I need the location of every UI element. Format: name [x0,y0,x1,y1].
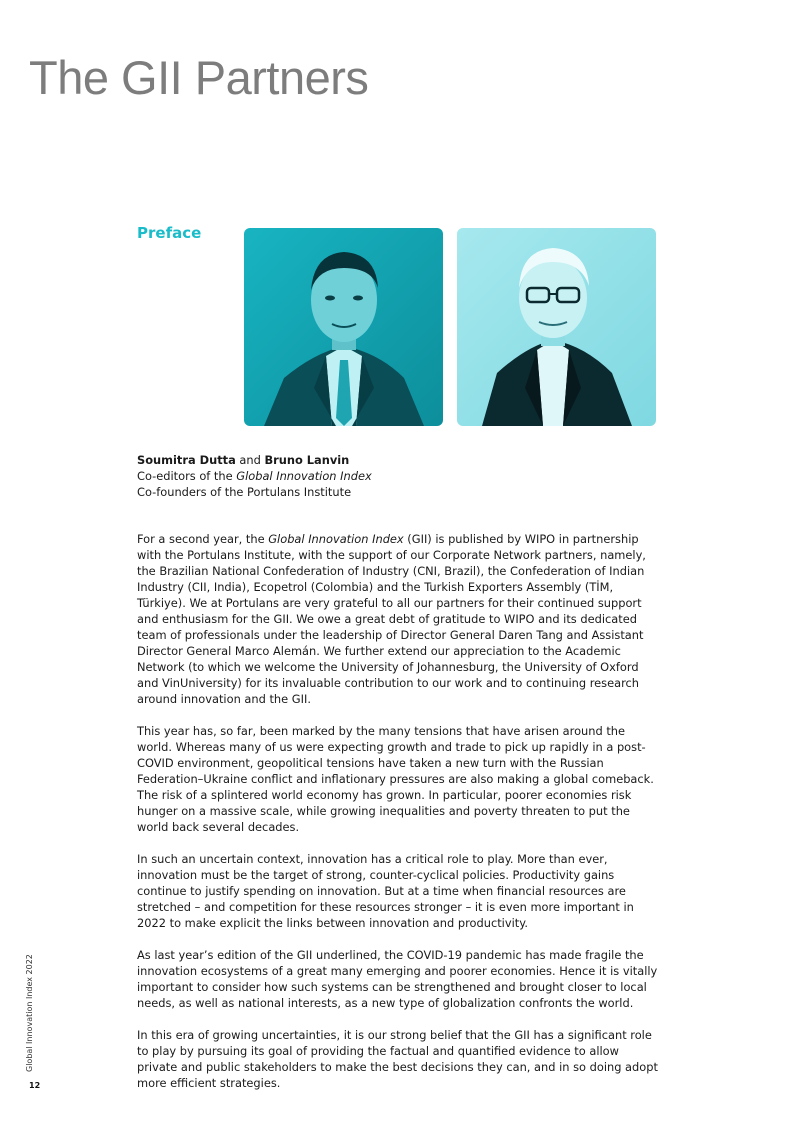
paragraph: In this era of growing uncertainties, it is our strong belief that the GII has a significant role to play by pursuing its goal of providing the factual and quantified evidence to allow private and public stakeholders to make the best decisions they can, and in so doing adopt more efficient strategies. [137,1028,658,1090]
publication-title: Global Innovation Index [268,532,404,546]
publication-title: Global Innovation Index [236,469,372,483]
preface-body [137,531,662,1107]
portrait-photo-bruno-lanvin [457,228,656,426]
author-credits [137,452,677,500]
paragraph: In such an uncertain context, innovation has a critical role to play. More than ever, innovation must be the target of strong, counter-cyclical policies. Productivity gains continue to justify spending on innovation. But at a time when financial resources are stretched – and competition for these resources stronger – it is even more important in 2022 to make explicit the links between innovation and productivity. [137,852,634,930]
page-number: 12 [29,1081,41,1090]
running-footer-label: Global Innovation Index 2022 [25,954,34,1072]
author-names [137,452,677,468]
portrait-photo-soumitra-dutta [244,228,443,426]
author-role [137,468,677,484]
conjunction: and [235,453,265,467]
paragraph: As last year’s edition of the GII underlined, the COVID-19 pandemic has made fragile the innovation ecosystems of a great many emerging and poorer economies. Hence it is vitally important to consider how such systems can be strengthened and brought closer to local needs, as well as national interests, as a new type of globalization confronts the world. [137,948,658,1010]
text-run: For a second year, the [137,532,269,546]
text-run: (GII) is published by WIPO in partnership with the Portulans Institute, with the support of our Corporate Network partners, namely, the Brazilian National Confederation of Industry (CNI, Brazil), the Confederation of Indian Industry (CII, India), Ecopetrol (Colombia) and the Turkish Exporters Assembly (TİM, Türkiye). We at Portulans are very grateful to all our partners for their continued support and enthusiasm for the GII. We owe a great debt of gratitude to WIPO and its dedicated team of professionals under the leadership of Director General Daren Tang and Assistant Director General Marco Alemán. We further extend our appreciation to the Academic Network (to which we welcome the University of Johannesburg, the University of Oxford and VinUniversity) for its invaluable contribution to our work and to continuing research around innovation and the GII. [137,532,646,706]
paragraph: This year has, so far, been marked by the many tensions that have arisen around the world. Whereas many of us were expecting growth and trade to pick up rapidly in a post-COVID environment, geopolitical tensions have taken a new turn with the Russian Federation–Ukraine conflict and inflationary pressures are also making a global comeback. The risk of a splintered world economy has grown. In particular, poorer economies risk hunger on a massive scale, while growing inequalities and poverty threaten to put the world back several decades. [137,724,654,834]
author-name: Soumitra Dutta [137,453,236,467]
page-title: The GII Partners [29,51,369,104]
paragraph [137,531,662,707]
author-affiliation: Co-founders of the Portulans Institute [137,485,352,499]
role-text: Co-editors of the [137,469,237,483]
author-name: Bruno Lanvin [264,453,350,467]
section-heading: Preface [137,224,202,242]
